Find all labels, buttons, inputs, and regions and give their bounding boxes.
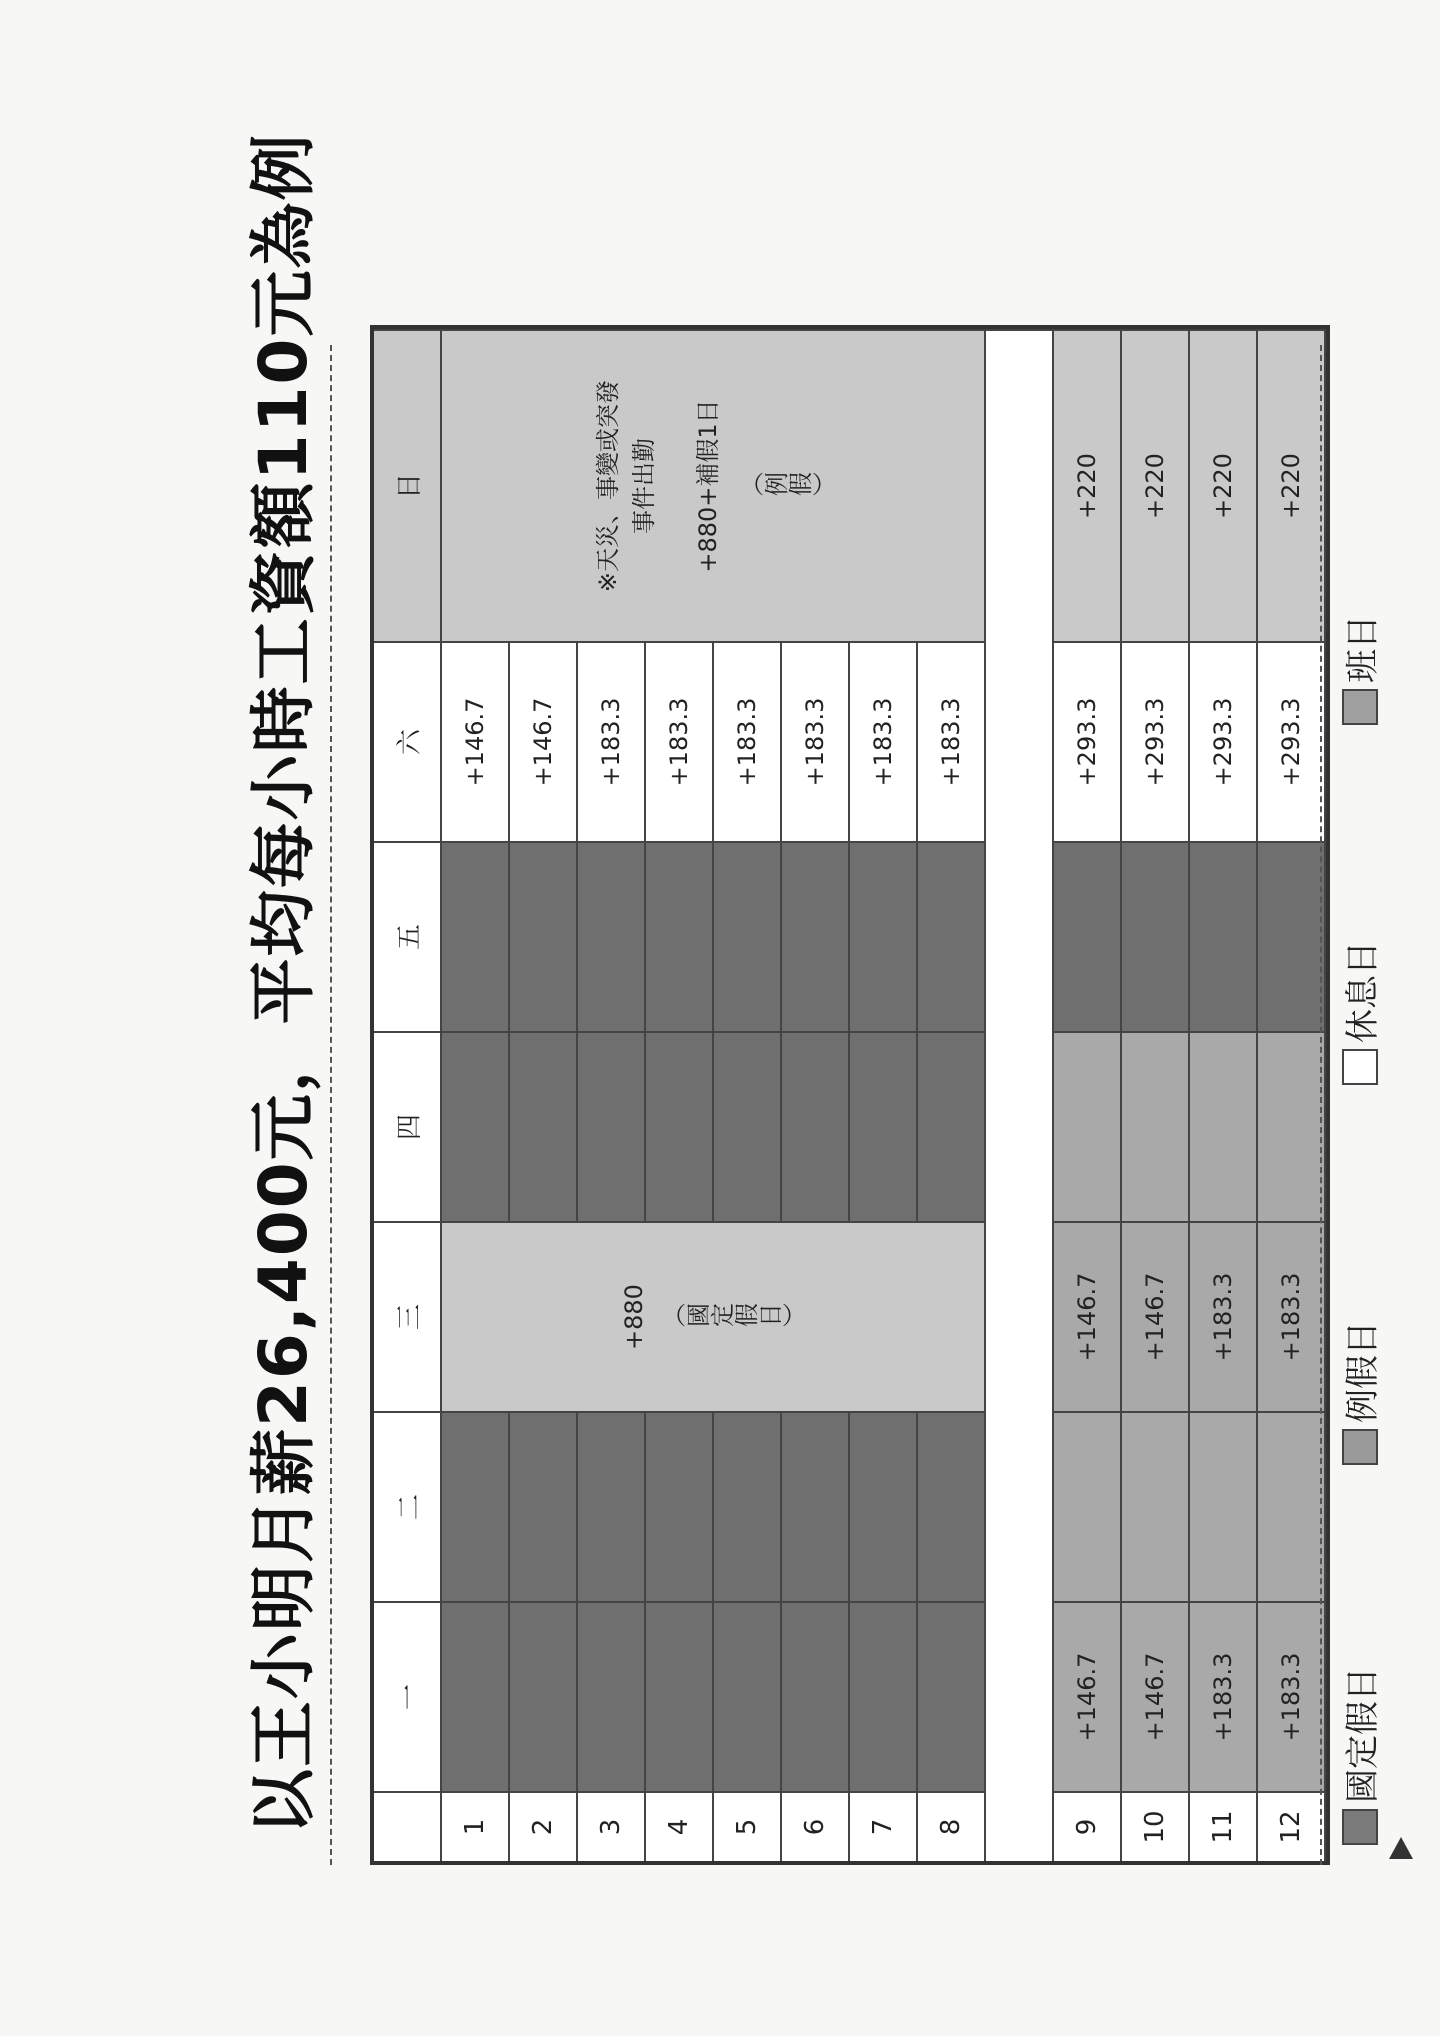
sun-value: +220 — [1073, 453, 1101, 519]
sat-value: +183.3 — [937, 697, 965, 787]
sat-value: +293.3 — [1141, 697, 1169, 787]
weekday-header — [374, 1411, 442, 1601]
sun-note-line3: +880+補假1日 — [694, 399, 722, 573]
title-divider — [330, 345, 332, 1865]
sat-cell — [510, 641, 578, 841]
weekday-header — [374, 1031, 442, 1221]
tue-cell — [1258, 1411, 1326, 1601]
tue-cell — [714, 1411, 782, 1601]
sat-cell — [578, 641, 646, 841]
row-number-label: 12 — [1276, 1810, 1306, 1844]
sun-note-line1: ※天災、事變或突發 — [594, 379, 622, 593]
sat-value: +183.3 — [597, 697, 625, 787]
tue-cell — [850, 1411, 918, 1601]
tue-cell — [442, 1411, 510, 1601]
sat-value: +183.3 — [869, 697, 897, 787]
row-number-label: 1 — [460, 1818, 490, 1836]
wed-holiday-amount: +880 — [620, 1284, 648, 1350]
row-number — [1054, 1791, 1122, 1861]
sun-cell — [1054, 329, 1122, 641]
sat-value: +183.3 — [665, 697, 693, 787]
mon-cell — [1054, 1601, 1122, 1791]
weekday-label: 六 — [394, 729, 425, 756]
legend-label: 班日 — [1343, 615, 1383, 683]
mon-cell — [578, 1601, 646, 1791]
row-number — [578, 1791, 646, 1861]
thu-cell — [578, 1031, 646, 1221]
fri-cell — [1054, 841, 1122, 1031]
spacer-row — [986, 329, 1054, 1861]
row-number-label: 7 — [868, 1818, 898, 1836]
sat-cell — [1258, 641, 1326, 841]
weekday-label: 日 — [394, 473, 425, 500]
tue-cell — [782, 1411, 850, 1601]
sat-cell — [918, 641, 986, 841]
tue-cell — [918, 1411, 986, 1601]
wed-cell — [1122, 1221, 1190, 1411]
wed-cell — [1258, 1221, 1326, 1411]
triangle-marker-icon — [1389, 1837, 1413, 1859]
tue-cell — [1122, 1411, 1190, 1601]
fri-cell — [714, 841, 782, 1031]
fri-cell — [578, 841, 646, 1031]
wed-value: +146.7 — [1073, 1272, 1101, 1362]
sat-cell — [850, 641, 918, 841]
sat-cell — [714, 641, 782, 841]
row-number — [782, 1791, 850, 1861]
sun-cell — [1258, 329, 1326, 641]
legend-swatch — [1342, 1429, 1378, 1465]
legend-swatch — [1342, 1809, 1378, 1845]
mon-cell — [1258, 1601, 1326, 1791]
wed-national-holiday-block — [442, 1221, 986, 1411]
sun-note-block — [442, 329, 986, 641]
thu-cell — [1258, 1031, 1326, 1221]
bottom-divider — [1320, 345, 1322, 1865]
sun-value: +220 — [1209, 453, 1237, 519]
row-number — [1258, 1791, 1326, 1861]
mon-cell — [918, 1601, 986, 1791]
weekday-label: 一 — [394, 1684, 425, 1711]
mon-value: +146.7 — [1073, 1652, 1101, 1742]
fri-cell — [1190, 841, 1258, 1031]
wed-cell — [1190, 1221, 1258, 1411]
sat-cell — [1190, 641, 1258, 841]
thu-cell — [1122, 1031, 1190, 1221]
row-number-label: 4 — [664, 1818, 694, 1836]
fri-cell — [510, 841, 578, 1031]
tue-cell — [646, 1411, 714, 1601]
weekday-label: 二 — [394, 1494, 425, 1521]
row-number — [510, 1791, 578, 1861]
row-number — [850, 1791, 918, 1861]
weekday-label: 五 — [394, 924, 425, 951]
row-number-label: 9 — [1072, 1818, 1102, 1836]
thu-cell — [714, 1031, 782, 1221]
sat-cell — [1054, 641, 1122, 841]
row-number-label: 10 — [1140, 1810, 1170, 1844]
sat-cell — [782, 641, 850, 841]
row-number-label: 3 — [596, 1818, 626, 1836]
rotated-document-page — [60, 100, 1383, 2000]
row-number-label: 5 — [732, 1818, 762, 1836]
weekday-header — [374, 329, 442, 641]
row-number — [1190, 1791, 1258, 1861]
legend-swatch — [1342, 689, 1378, 725]
wed-cell — [1054, 1221, 1122, 1411]
sat-value: +293.3 — [1073, 697, 1101, 787]
overtime-pay-table — [370, 325, 1330, 1865]
header-corner — [374, 1791, 442, 1861]
tue-cell — [1190, 1411, 1258, 1601]
mon-cell — [442, 1601, 510, 1791]
row-number-label: 6 — [800, 1818, 830, 1836]
mon-value: +146.7 — [1141, 1652, 1169, 1742]
sun-cell — [1122, 329, 1190, 641]
weekday-header — [374, 841, 442, 1031]
legend-swatch — [1342, 1049, 1378, 1085]
row-number — [918, 1791, 986, 1861]
sun-note-label: （例假） — [740, 472, 836, 501]
mon-cell — [782, 1601, 850, 1791]
thu-cell — [1190, 1031, 1258, 1221]
legend-label: 休息日 — [1343, 941, 1383, 1043]
legend-label: 例假日 — [1343, 1321, 1383, 1423]
mon-cell — [1122, 1601, 1190, 1791]
sun-cell — [1190, 329, 1258, 641]
sat-value: +293.3 — [1209, 697, 1237, 787]
tue-cell — [510, 1411, 578, 1601]
sun-note-line2: 事件出勤 — [630, 438, 658, 534]
mon-cell — [714, 1601, 782, 1791]
weekday-header — [374, 1221, 442, 1411]
tue-cell — [578, 1411, 646, 1601]
wed-value: +183.3 — [1209, 1272, 1237, 1362]
sat-value: +183.3 — [801, 697, 829, 787]
document-title: 以王小明月薪26,400元，平均每小時工資額110元為例 — [245, 132, 322, 1835]
weekday-label: 三 — [394, 1304, 425, 1331]
mon-cell — [510, 1601, 578, 1791]
legend — [1335, 325, 1395, 1865]
fri-cell — [918, 841, 986, 1031]
sun-value: +220 — [1277, 453, 1305, 519]
mon-value: +183.3 — [1277, 1652, 1305, 1742]
mon-value: +183.3 — [1209, 1652, 1237, 1742]
thu-cell — [442, 1031, 510, 1221]
legend-work-day — [1335, 615, 1384, 725]
mon-cell — [1190, 1601, 1258, 1791]
legend-rest-day — [1335, 941, 1384, 1085]
sat-cell — [646, 641, 714, 841]
weekday-label: 四 — [394, 1114, 425, 1141]
wed-value: +146.7 — [1141, 1272, 1169, 1362]
fri-cell — [1258, 841, 1326, 1031]
thu-cell — [510, 1031, 578, 1221]
sat-value: +146.7 — [529, 697, 557, 787]
mon-cell — [850, 1601, 918, 1791]
wed-holiday-label: （國定假日） — [662, 1303, 806, 1332]
weekday-header — [374, 641, 442, 841]
thu-cell — [646, 1031, 714, 1221]
sat-value: +183.3 — [733, 697, 761, 787]
fri-cell — [646, 841, 714, 1031]
thu-cell — [782, 1031, 850, 1221]
weekday-header — [374, 1601, 442, 1791]
legend-regular-holiday — [1335, 1321, 1384, 1465]
fri-cell — [782, 841, 850, 1031]
row-number — [1122, 1791, 1190, 1861]
sun-value: +220 — [1141, 453, 1169, 519]
thu-cell — [850, 1031, 918, 1221]
sat-value: +293.3 — [1277, 697, 1305, 787]
row-number — [714, 1791, 782, 1861]
tue-cell — [1054, 1411, 1122, 1601]
thu-cell — [918, 1031, 986, 1221]
mon-cell — [646, 1601, 714, 1791]
legend-label: 國定假日 — [1343, 1667, 1383, 1803]
row-number — [442, 1791, 510, 1861]
sat-value: +146.7 — [461, 697, 489, 787]
fri-cell — [442, 841, 510, 1031]
fri-cell — [1122, 841, 1190, 1031]
wed-value: +183.3 — [1277, 1272, 1305, 1362]
legend-national-holiday — [1335, 1667, 1384, 1845]
row-number-label: 11 — [1208, 1810, 1238, 1844]
row-number — [646, 1791, 714, 1861]
sat-cell — [442, 641, 510, 841]
thu-cell — [1054, 1031, 1122, 1221]
row-number-label: 8 — [936, 1818, 966, 1836]
row-number-label: 2 — [528, 1818, 558, 1836]
sat-cell — [1122, 641, 1190, 841]
fri-cell — [850, 841, 918, 1031]
